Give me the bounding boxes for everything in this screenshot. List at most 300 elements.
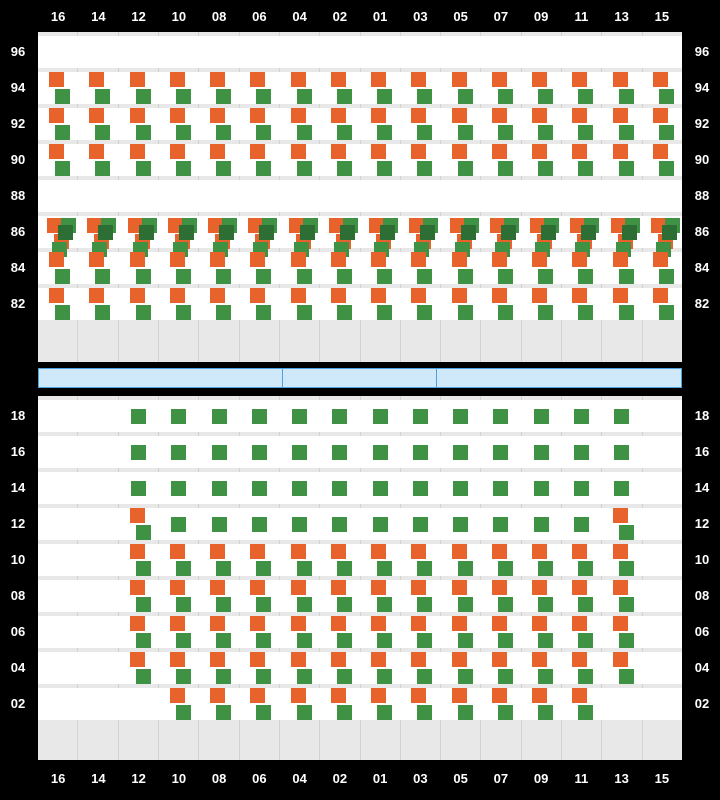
seat-marker[interactable] bbox=[332, 445, 347, 460]
seat-marker[interactable] bbox=[95, 269, 110, 284]
seat-marker[interactable] bbox=[291, 544, 306, 559]
seat-marker[interactable] bbox=[453, 517, 468, 532]
seat-marker[interactable] bbox=[538, 269, 553, 284]
seat-marker[interactable] bbox=[176, 269, 191, 284]
seat-marker[interactable] bbox=[176, 161, 191, 176]
seat-marker[interactable] bbox=[498, 597, 513, 612]
seat-marker[interactable] bbox=[574, 481, 589, 496]
seat-marker[interactable] bbox=[297, 561, 312, 576]
seat-marker[interactable] bbox=[653, 144, 668, 159]
seat-marker[interactable] bbox=[411, 652, 426, 667]
seat-marker[interactable] bbox=[411, 544, 426, 559]
seat-marker[interactable] bbox=[291, 688, 306, 703]
seat-marker[interactable] bbox=[461, 225, 476, 240]
seat-marker[interactable] bbox=[452, 252, 467, 267]
seat-marker[interactable] bbox=[331, 688, 346, 703]
seat-marker[interactable] bbox=[534, 409, 549, 424]
seat-marker[interactable] bbox=[331, 652, 346, 667]
seat-marker[interactable] bbox=[337, 305, 352, 320]
seat-marker[interactable] bbox=[210, 688, 225, 703]
seat-marker[interactable] bbox=[538, 125, 553, 140]
seat-marker[interactable] bbox=[572, 72, 587, 87]
seat-marker[interactable] bbox=[452, 108, 467, 123]
seat-marker[interactable] bbox=[653, 252, 668, 267]
seat-marker[interactable] bbox=[613, 144, 628, 159]
seat-marker[interactable] bbox=[212, 481, 227, 496]
seat-marker[interactable] bbox=[250, 288, 265, 303]
seat-marker[interactable] bbox=[216, 597, 231, 612]
seat-marker[interactable] bbox=[492, 72, 507, 87]
seat-marker[interactable] bbox=[371, 544, 386, 559]
seat-marker[interactable] bbox=[216, 125, 231, 140]
seat-marker[interactable] bbox=[619, 269, 634, 284]
seat-marker[interactable] bbox=[252, 409, 267, 424]
seat-marker[interactable] bbox=[492, 652, 507, 667]
seat-marker[interactable] bbox=[572, 544, 587, 559]
seat-marker[interactable] bbox=[95, 161, 110, 176]
seat-marker[interactable] bbox=[371, 616, 386, 631]
seat-marker[interactable] bbox=[58, 225, 73, 240]
seat-marker[interactable] bbox=[498, 125, 513, 140]
seat-marker[interactable] bbox=[256, 269, 271, 284]
seat-marker[interactable] bbox=[130, 580, 145, 595]
seat-marker[interactable] bbox=[259, 225, 274, 240]
seat-marker[interactable] bbox=[538, 561, 553, 576]
seat-marker[interactable] bbox=[292, 445, 307, 460]
seat-marker[interactable] bbox=[136, 125, 151, 140]
seat-marker[interactable] bbox=[452, 288, 467, 303]
seat-marker[interactable] bbox=[572, 580, 587, 595]
seat-marker[interactable] bbox=[373, 409, 388, 424]
seat-marker[interactable] bbox=[250, 108, 265, 123]
seat-marker[interactable] bbox=[176, 597, 191, 612]
seat-marker[interactable] bbox=[176, 633, 191, 648]
seat-marker[interactable] bbox=[417, 125, 432, 140]
seat-marker[interactable] bbox=[136, 525, 151, 540]
seat-marker[interactable] bbox=[371, 688, 386, 703]
scroll-segment-1[interactable] bbox=[39, 369, 283, 387]
seat-marker[interactable] bbox=[176, 305, 191, 320]
seat-marker[interactable] bbox=[340, 225, 355, 240]
seat-marker[interactable] bbox=[578, 597, 593, 612]
seat-marker[interactable] bbox=[411, 72, 426, 87]
seat-marker[interactable] bbox=[95, 305, 110, 320]
seat-marker[interactable] bbox=[331, 252, 346, 267]
seat-marker[interactable] bbox=[413, 409, 428, 424]
seat-marker[interactable] bbox=[578, 669, 593, 684]
seat-marker[interactable] bbox=[452, 72, 467, 87]
seat-marker[interactable] bbox=[170, 580, 185, 595]
seat-marker[interactable] bbox=[413, 481, 428, 496]
seat-marker[interactable] bbox=[493, 517, 508, 532]
seat-marker[interactable] bbox=[332, 517, 347, 532]
seat-marker[interactable] bbox=[532, 580, 547, 595]
seat-marker[interactable] bbox=[337, 161, 352, 176]
seat-marker[interactable] bbox=[297, 269, 312, 284]
seat-marker[interactable] bbox=[337, 705, 352, 720]
seat-marker[interactable] bbox=[493, 445, 508, 460]
seat-marker[interactable] bbox=[578, 633, 593, 648]
seat-marker[interactable] bbox=[216, 705, 231, 720]
seat-marker[interactable] bbox=[452, 688, 467, 703]
seat-marker[interactable] bbox=[613, 508, 628, 523]
seat-marker[interactable] bbox=[659, 161, 674, 176]
seat-marker[interactable] bbox=[89, 252, 104, 267]
seat-marker[interactable] bbox=[291, 108, 306, 123]
seat-marker[interactable] bbox=[210, 144, 225, 159]
seat-marker[interactable] bbox=[210, 108, 225, 123]
seat-marker[interactable] bbox=[176, 125, 191, 140]
seat-marker[interactable] bbox=[458, 633, 473, 648]
seat-marker[interactable] bbox=[139, 225, 154, 240]
seat-marker[interactable] bbox=[581, 225, 596, 240]
seat-marker[interactable] bbox=[574, 445, 589, 460]
seat-marker[interactable] bbox=[613, 72, 628, 87]
seat-marker[interactable] bbox=[291, 652, 306, 667]
seat-marker[interactable] bbox=[377, 269, 392, 284]
seat-marker[interactable] bbox=[252, 481, 267, 496]
seat-marker[interactable] bbox=[49, 252, 64, 267]
seat-marker[interactable] bbox=[136, 305, 151, 320]
seat-marker[interactable] bbox=[413, 445, 428, 460]
seat-marker[interactable] bbox=[89, 72, 104, 87]
seat-marker[interactable] bbox=[578, 125, 593, 140]
seat-marker[interactable] bbox=[256, 633, 271, 648]
seat-marker[interactable] bbox=[55, 305, 70, 320]
seat-marker[interactable] bbox=[458, 561, 473, 576]
seat-marker[interactable] bbox=[613, 544, 628, 559]
seat-marker[interactable] bbox=[55, 89, 70, 104]
seat-marker[interactable] bbox=[291, 252, 306, 267]
seat-marker[interactable] bbox=[578, 89, 593, 104]
seat-marker[interactable] bbox=[291, 580, 306, 595]
seat-marker[interactable] bbox=[250, 616, 265, 631]
seat-marker[interactable] bbox=[613, 108, 628, 123]
seat-marker[interactable] bbox=[653, 72, 668, 87]
seat-marker[interactable] bbox=[300, 225, 315, 240]
seat-marker[interactable] bbox=[89, 108, 104, 123]
seat-marker[interactable] bbox=[420, 225, 435, 240]
seat-marker[interactable] bbox=[574, 409, 589, 424]
seat-marker[interactable] bbox=[619, 597, 634, 612]
seat-marker[interactable] bbox=[532, 252, 547, 267]
seat-marker[interactable] bbox=[498, 633, 513, 648]
seat-marker[interactable] bbox=[411, 580, 426, 595]
seat-marker[interactable] bbox=[337, 597, 352, 612]
seat-marker[interactable] bbox=[417, 269, 432, 284]
seat-marker[interactable] bbox=[659, 305, 674, 320]
seat-marker[interactable] bbox=[210, 544, 225, 559]
seat-marker[interactable] bbox=[538, 597, 553, 612]
seat-marker[interactable] bbox=[250, 652, 265, 667]
seat-marker[interactable] bbox=[292, 481, 307, 496]
seat-marker[interactable] bbox=[170, 252, 185, 267]
seat-marker[interactable] bbox=[492, 616, 507, 631]
seat-marker[interactable] bbox=[210, 652, 225, 667]
seat-marker[interactable] bbox=[532, 108, 547, 123]
seat-marker[interactable] bbox=[170, 544, 185, 559]
seat-marker[interactable] bbox=[377, 305, 392, 320]
seat-marker[interactable] bbox=[614, 445, 629, 460]
seat-marker[interactable] bbox=[662, 225, 677, 240]
seat-marker[interactable] bbox=[337, 633, 352, 648]
seat-marker[interactable] bbox=[492, 288, 507, 303]
seat-marker[interactable] bbox=[130, 252, 145, 267]
seat-marker[interactable] bbox=[256, 161, 271, 176]
seat-marker[interactable] bbox=[131, 445, 146, 460]
seat-marker[interactable] bbox=[534, 481, 549, 496]
seat-marker[interactable] bbox=[371, 252, 386, 267]
seat-marker[interactable] bbox=[613, 616, 628, 631]
seat-marker[interactable] bbox=[95, 125, 110, 140]
seat-marker[interactable] bbox=[653, 288, 668, 303]
seat-marker[interactable] bbox=[292, 409, 307, 424]
seat-marker[interactable] bbox=[619, 161, 634, 176]
seat-marker[interactable] bbox=[578, 305, 593, 320]
seat-marker[interactable] bbox=[538, 705, 553, 720]
seat-marker[interactable] bbox=[572, 108, 587, 123]
seat-marker[interactable] bbox=[331, 288, 346, 303]
seat-marker[interactable] bbox=[176, 89, 191, 104]
seat-marker[interactable] bbox=[458, 269, 473, 284]
seat-marker[interactable] bbox=[417, 633, 432, 648]
seat-marker[interactable] bbox=[291, 144, 306, 159]
scroll-segment-2[interactable] bbox=[283, 369, 437, 387]
seat-marker[interactable] bbox=[297, 597, 312, 612]
seat-marker[interactable] bbox=[534, 517, 549, 532]
seat-marker[interactable] bbox=[136, 633, 151, 648]
seat-marker[interactable] bbox=[458, 125, 473, 140]
seat-marker[interactable] bbox=[538, 669, 553, 684]
seat-marker[interactable] bbox=[176, 705, 191, 720]
seat-marker[interactable] bbox=[538, 161, 553, 176]
seat-marker[interactable] bbox=[417, 305, 432, 320]
seat-marker[interactable] bbox=[176, 669, 191, 684]
seat-marker[interactable] bbox=[614, 481, 629, 496]
seat-marker[interactable] bbox=[411, 252, 426, 267]
seat-marker[interactable] bbox=[532, 544, 547, 559]
seat-marker[interactable] bbox=[291, 288, 306, 303]
seat-marker[interactable] bbox=[337, 269, 352, 284]
seat-marker[interactable] bbox=[532, 616, 547, 631]
seat-marker[interactable] bbox=[130, 144, 145, 159]
seat-marker[interactable] bbox=[256, 89, 271, 104]
seat-marker[interactable] bbox=[250, 580, 265, 595]
seat-marker[interactable] bbox=[453, 409, 468, 424]
seat-marker[interactable] bbox=[130, 616, 145, 631]
seat-marker[interactable] bbox=[331, 72, 346, 87]
seat-marker[interactable] bbox=[176, 561, 191, 576]
seat-marker[interactable] bbox=[498, 161, 513, 176]
seat-marker[interactable] bbox=[130, 288, 145, 303]
seat-marker[interactable] bbox=[377, 705, 392, 720]
seat-marker[interactable] bbox=[492, 108, 507, 123]
seat-marker[interactable] bbox=[89, 288, 104, 303]
seat-marker[interactable] bbox=[136, 89, 151, 104]
seat-marker[interactable] bbox=[49, 288, 64, 303]
seat-marker[interactable] bbox=[380, 225, 395, 240]
seat-marker[interactable] bbox=[411, 688, 426, 703]
seat-marker[interactable] bbox=[297, 669, 312, 684]
seat-marker[interactable] bbox=[170, 108, 185, 123]
seat-marker[interactable] bbox=[653, 108, 668, 123]
seat-marker[interactable] bbox=[371, 108, 386, 123]
seat-marker[interactable] bbox=[49, 108, 64, 123]
seat-marker[interactable] bbox=[453, 445, 468, 460]
seat-marker[interactable] bbox=[250, 688, 265, 703]
seat-marker[interactable] bbox=[452, 616, 467, 631]
seat-marker[interactable] bbox=[170, 288, 185, 303]
seat-marker[interactable] bbox=[250, 144, 265, 159]
lower-seat-panel[interactable] bbox=[38, 396, 682, 760]
seat-marker[interactable] bbox=[411, 616, 426, 631]
seat-marker[interactable] bbox=[498, 305, 513, 320]
seat-marker[interactable] bbox=[55, 125, 70, 140]
seat-marker[interactable] bbox=[371, 288, 386, 303]
seat-marker[interactable] bbox=[532, 688, 547, 703]
seat-marker[interactable] bbox=[131, 481, 146, 496]
seat-marker[interactable] bbox=[458, 597, 473, 612]
seat-marker[interactable] bbox=[212, 409, 227, 424]
seat-marker[interactable] bbox=[572, 144, 587, 159]
seat-marker[interactable] bbox=[373, 445, 388, 460]
seat-marker[interactable] bbox=[331, 544, 346, 559]
seat-marker[interactable] bbox=[411, 144, 426, 159]
seat-marker[interactable] bbox=[170, 72, 185, 87]
seat-marker[interactable] bbox=[377, 89, 392, 104]
seat-marker[interactable] bbox=[170, 144, 185, 159]
seat-marker[interactable] bbox=[171, 517, 186, 532]
seat-marker[interactable] bbox=[452, 144, 467, 159]
seat-marker[interactable] bbox=[331, 580, 346, 595]
seat-marker[interactable] bbox=[216, 269, 231, 284]
seat-marker[interactable] bbox=[216, 161, 231, 176]
seat-marker[interactable] bbox=[498, 561, 513, 576]
seat-marker[interactable] bbox=[492, 252, 507, 267]
seat-marker[interactable] bbox=[377, 561, 392, 576]
seat-marker[interactable] bbox=[614, 409, 629, 424]
seat-marker[interactable] bbox=[417, 705, 432, 720]
seat-marker[interactable] bbox=[619, 125, 634, 140]
seat-marker[interactable] bbox=[216, 305, 231, 320]
seat-marker[interactable] bbox=[212, 445, 227, 460]
seat-marker[interactable] bbox=[89, 144, 104, 159]
seat-marker[interactable] bbox=[613, 252, 628, 267]
seat-marker[interactable] bbox=[619, 525, 634, 540]
seat-marker[interactable] bbox=[377, 597, 392, 612]
seat-marker[interactable] bbox=[498, 705, 513, 720]
seat-marker[interactable] bbox=[534, 445, 549, 460]
seat-marker[interactable] bbox=[613, 652, 628, 667]
seat-marker[interactable] bbox=[532, 652, 547, 667]
seat-marker[interactable] bbox=[49, 72, 64, 87]
seat-marker[interactable] bbox=[337, 669, 352, 684]
seat-marker[interactable] bbox=[498, 669, 513, 684]
seat-marker[interactable] bbox=[578, 269, 593, 284]
seat-marker[interactable] bbox=[250, 252, 265, 267]
seat-marker[interactable] bbox=[417, 561, 432, 576]
seat-marker[interactable] bbox=[95, 89, 110, 104]
seat-marker[interactable] bbox=[498, 89, 513, 104]
seat-marker[interactable] bbox=[572, 652, 587, 667]
seat-marker[interactable] bbox=[130, 544, 145, 559]
seat-marker[interactable] bbox=[574, 517, 589, 532]
seat-marker[interactable] bbox=[541, 225, 556, 240]
seat-marker[interactable] bbox=[179, 225, 194, 240]
seat-marker[interactable] bbox=[538, 633, 553, 648]
seat-marker[interactable] bbox=[458, 161, 473, 176]
seat-marker[interactable] bbox=[377, 669, 392, 684]
seat-marker[interactable] bbox=[332, 409, 347, 424]
seat-marker[interactable] bbox=[458, 305, 473, 320]
seat-marker[interactable] bbox=[49, 144, 64, 159]
seat-marker[interactable] bbox=[659, 125, 674, 140]
seat-marker[interactable] bbox=[216, 89, 231, 104]
seat-marker[interactable] bbox=[532, 144, 547, 159]
seat-marker[interactable] bbox=[130, 508, 145, 523]
seat-marker[interactable] bbox=[417, 89, 432, 104]
seat-marker[interactable] bbox=[130, 652, 145, 667]
seat-marker[interactable] bbox=[212, 517, 227, 532]
seat-marker[interactable] bbox=[619, 89, 634, 104]
seat-marker[interactable] bbox=[572, 288, 587, 303]
seat-marker[interactable] bbox=[492, 144, 507, 159]
seat-marker[interactable] bbox=[136, 597, 151, 612]
seat-marker[interactable] bbox=[297, 305, 312, 320]
seat-marker[interactable] bbox=[55, 161, 70, 176]
seat-marker[interactable] bbox=[131, 409, 146, 424]
seat-marker[interactable] bbox=[256, 561, 271, 576]
seat-marker[interactable] bbox=[219, 225, 234, 240]
seat-marker[interactable] bbox=[619, 305, 634, 320]
seat-marker[interactable] bbox=[256, 597, 271, 612]
seat-marker[interactable] bbox=[171, 481, 186, 496]
seat-marker[interactable] bbox=[622, 225, 637, 240]
seat-marker[interactable] bbox=[170, 616, 185, 631]
seat-marker[interactable] bbox=[578, 705, 593, 720]
seat-marker[interactable] bbox=[371, 652, 386, 667]
seat-marker[interactable] bbox=[572, 252, 587, 267]
horizontal-scrollbar[interactable] bbox=[38, 368, 682, 388]
seat-marker[interactable] bbox=[297, 161, 312, 176]
seat-marker[interactable] bbox=[572, 688, 587, 703]
seat-marker[interactable] bbox=[337, 89, 352, 104]
seat-marker[interactable] bbox=[578, 161, 593, 176]
seat-marker[interactable] bbox=[332, 481, 347, 496]
seat-marker[interactable] bbox=[170, 652, 185, 667]
seat-marker[interactable] bbox=[498, 269, 513, 284]
seat-marker[interactable] bbox=[297, 89, 312, 104]
seat-marker[interactable] bbox=[252, 445, 267, 460]
seat-marker[interactable] bbox=[532, 288, 547, 303]
seat-marker[interactable] bbox=[291, 72, 306, 87]
seat-marker[interactable] bbox=[256, 125, 271, 140]
seat-marker[interactable] bbox=[538, 305, 553, 320]
seat-marker[interactable] bbox=[417, 161, 432, 176]
seat-marker[interactable] bbox=[492, 580, 507, 595]
seat-marker[interactable] bbox=[136, 669, 151, 684]
seat-marker[interactable] bbox=[130, 72, 145, 87]
seat-marker[interactable] bbox=[210, 72, 225, 87]
seat-marker[interactable] bbox=[297, 705, 312, 720]
seat-marker[interactable] bbox=[216, 669, 231, 684]
seat-marker[interactable] bbox=[453, 481, 468, 496]
seat-marker[interactable] bbox=[532, 72, 547, 87]
seat-marker[interactable] bbox=[411, 288, 426, 303]
seat-marker[interactable] bbox=[297, 633, 312, 648]
seat-marker[interactable] bbox=[619, 669, 634, 684]
seat-marker[interactable] bbox=[377, 633, 392, 648]
